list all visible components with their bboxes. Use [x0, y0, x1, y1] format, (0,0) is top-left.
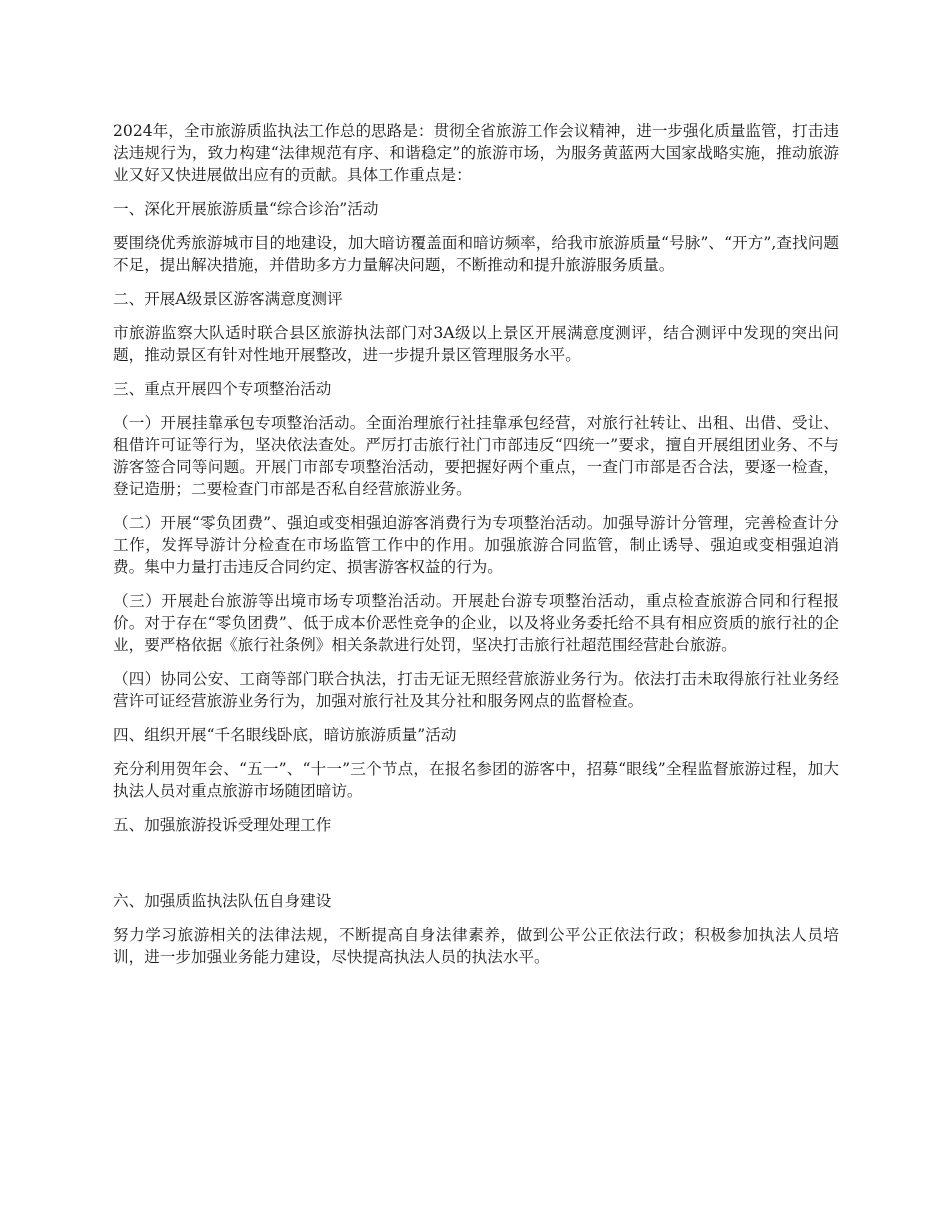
section-6-heading: 六、加强质监执法队伍自身建设 [113, 892, 332, 910]
document-body [113, 120, 839, 980]
section-1-heading: 一、深化开展旅游质量“综合诊治”活动 [113, 200, 379, 218]
section-6-paragraph-1: 努力学习旅游相关的法律法规，不断提高自身法律素养，做到公平公正依法行政；积极参加执法人员培训，进一步加强业务能力建设，尽快提高执法人员的执法水平。 [113, 926, 839, 966]
section-2-paragraph-1: 市旅游监察大队适时联合县区旅游执法部门对3A级以上景区开展满意度测评，结合测评中发现的突出问题，推动景区有针对性地开展整改，进一步提升景区管理服务水平。 [113, 324, 839, 364]
section-4-heading: 四、组织开展“千名眼线卧底，暗访旅游质量”活动 [113, 726, 457, 744]
section-2-heading: 二、开展A级景区游客满意度测评 [113, 290, 343, 308]
section-3-paragraph-3: （三）开展赴台旅游等出境市场专项整治活动。开展赴台游专项整治活动，重点检查旅游合同和行程报价。对于存在“零负团费”、低于成本价恶性竞争的企业，以及将业务委托给不具有相应资质的旅行社的企业，要严格依据《旅行社条例》相关条款进行处罚，坚决打击旅行社超范围经营赴台旅游。 [113, 592, 839, 654]
section-3-paragraph-4: （四）协同公安、工商等部门联合执法，打击无证无照经营旅游业务行为。依法打击未取得旅行社业务经营许可证经营旅游业务行为，加强对旅行社及其分社和服务网点的监督检查。 [113, 670, 839, 710]
section-3-paragraph-1: （一）开展挂靠承包专项整治活动。全面治理旅行社挂靠承包经营，对旅行社转让、出租、出借、受让、租借许可证等行为，坚决依法查处。严厉打击旅行社门市部违反“四统一”要求，擅自开展组团业务、不与游客签合同等问题。开展门市部专项整治活动，要把握好两个重点，一查门市部是否合法，要逐一检查，登记造册；二要检查门市部是否私自经营旅游业务。 [113, 414, 839, 498]
section-5-heading: 五、加强旅游投诉受理处理工作 [113, 816, 332, 834]
section-3-heading: 三、重点开展四个专项整治活动 [113, 380, 332, 398]
section-3-paragraph-2: （二）开展“零负团费”、强迫或变相强迫游客消费行为专项整治活动。加强导游计分管理，完善检查计分工作，发挥导游计分检查在市场监管工作中的作用。加强旅游合同监管，制止诱导、强迫或变相强迫消费。集中力量打击违反合同约定、损害游客权益的行为。 [113, 514, 839, 576]
section-1-paragraph-1: 要围绕优秀旅游城市目的地建设，加大暗访覆盖面和暗访频率，给我市旅游质量“号脉”、“开方”,查找问题不足，提出解决措施，并借助多方力量解决问题，不断推动和提升旅游服务质量。 [113, 234, 839, 274]
intro-paragraph: 2024年，全市旅游质监执法工作总的思路是：贯彻全省旅游工作会议精神，进一步强化质量监管，打击违法违规行为，致力构建“法律规范有序、和谐稳定”的旅游市场，为服务黄蓝两大国家战略实施，推动旅游业又好又快进展做出应有的贡献。具体工作重点是： [113, 122, 839, 184]
section-4-paragraph-1: 充分利用贺年会、“五一”、“十一”三个节点，在报名参团的游客中，招募“眼线”全程监督旅游过程，加大执法人员对重点旅游市场随团暗访。 [113, 760, 839, 800]
